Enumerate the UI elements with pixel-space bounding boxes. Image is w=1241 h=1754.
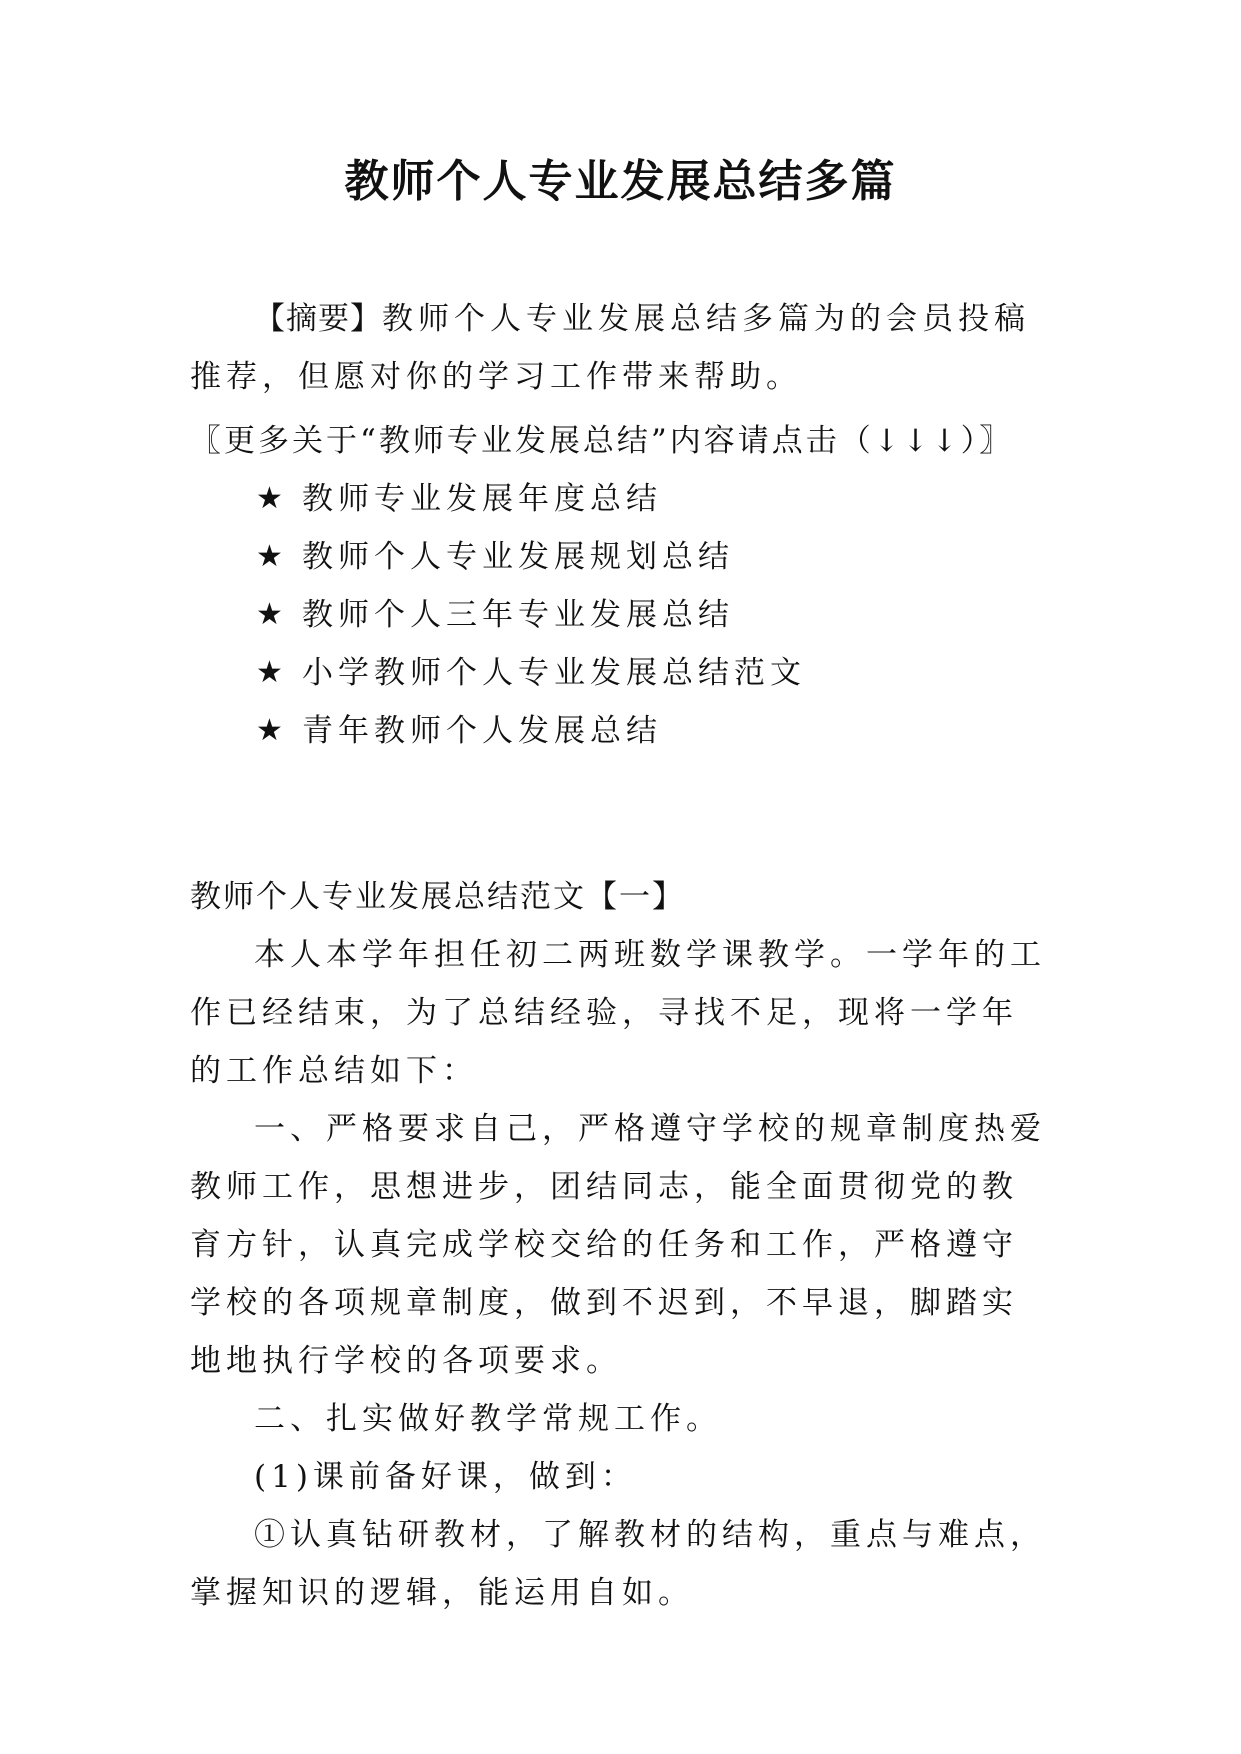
document-title: 教师个人专业发展总结多篇 <box>344 156 897 207</box>
related-link-label[interactable]: 教师专业发展年度总结 <box>302 481 662 517</box>
body-paragraph: 本人本学年担任初二两班数学课教学。一学年的工作已经结束，为了总结经验，寻找不足，现将一学年的工作总结如下： <box>190 937 1046 1089</box>
related-link-item[interactable] <box>190 528 1046 586</box>
section-heading: 教师个人专业发展总结范文【一】 <box>190 879 685 915</box>
abstract-text: 教师个人专业发展总结多篇为的会员投稿推荐，但愿对你的学习工作带来帮助。 <box>190 301 1030 395</box>
related-link-item[interactable] <box>190 644 1046 702</box>
body-paragraph: 一、严格要求自己，严格遵守学校的规章制度热爱教师工作，思想进步，团结同志，能全面贯彻党的教育方针，认真完成学校交给的任务和工作，严格遵守学校的各项规章制度，做到不迟到，不早退，脚踏实地地执行学校的各项要求。 <box>190 1111 1046 1379</box>
star-icon: ★ <box>256 597 288 632</box>
related-link-item[interactable] <box>190 586 1046 644</box>
related-link-label[interactable]: 小学教师个人专业发展总结范文 <box>302 655 806 691</box>
body-paragraph: 二、扎实做好教学常规工作。 <box>254 1401 722 1437</box>
abstract-paragraph <box>190 290 1046 406</box>
section-body <box>190 868 1046 1622</box>
star-icon: ★ <box>256 713 288 748</box>
related-link-label[interactable]: 教师个人三年专业发展总结 <box>302 597 734 633</box>
related-link-label[interactable]: 青年教师个人发展总结 <box>302 713 662 749</box>
body-paragraph: ①认真钻研教材，了解教材的结构，重点与难点，掌握知识的逻辑，能运用自如。 <box>190 1517 1046 1611</box>
related-list <box>190 470 1046 760</box>
related-link-item[interactable] <box>190 470 1046 528</box>
star-icon: ★ <box>256 481 288 516</box>
related-header: 〖更多关于“教师专业发展总结”内容请点击（↓↓↓）〗 <box>190 423 1014 459</box>
star-icon: ★ <box>256 539 288 574</box>
related-link-item[interactable] <box>190 702 1046 760</box>
body-paragraph: (1)课前备好课，做到： <box>254 1459 637 1495</box>
related-links <box>190 412 1046 760</box>
abstract-label: 【摘要】 <box>254 301 382 337</box>
star-icon: ★ <box>256 655 288 690</box>
related-link-label[interactable]: 教师个人专业发展规划总结 <box>302 539 734 575</box>
